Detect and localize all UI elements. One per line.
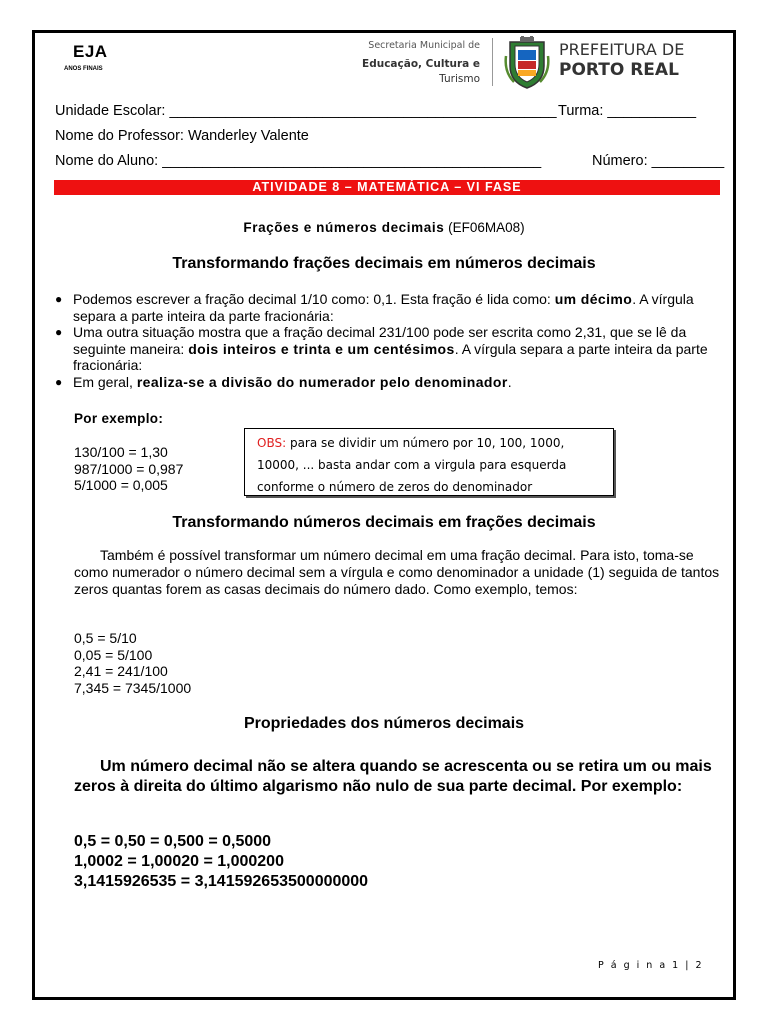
obs-line: 10000, ... basta andar com a virgula para esquerda <box>257 458 567 472</box>
example-line: 5/1000 = 0,005 <box>74 477 168 493</box>
example-line: 2,41 = 241/100 <box>74 663 168 679</box>
prefeitura-line-1: PREFEITURA DE <box>559 40 685 59</box>
example-label: Por exemplo: <box>74 411 164 426</box>
bullet-text: Em geral, realiza-se a divisão do numerador pelo denominador. <box>73 373 512 390</box>
example-line: 987/1000 = 0,987 <box>74 460 184 477</box>
professor-field: Nome do Professor: Wanderley Valente <box>55 128 309 144</box>
secretaria-line-1: Secretaria Municipal de <box>368 40 480 51</box>
subject-line <box>0 220 768 235</box>
subject-title: Frações e números decimais <box>243 220 445 235</box>
fraction-examples <box>74 444 183 494</box>
bullet-dot-icon: ● <box>55 292 63 306</box>
obs-label: OBS: <box>257 436 287 450</box>
subject-code: (EF06MA08) <box>448 220 525 235</box>
header-divider <box>492 38 493 86</box>
bullet-text: Uma outra situação mostra que a fração decimal 231/100 pode ser escrita como 2,31, que se lê da seguinte maneira: dois inteiros e trinta e um centésimos. A vírgula separa a parte inteira da parte fracionária: <box>73 324 708 373</box>
numero-field: Número: _________ <box>592 153 725 169</box>
coat-of-arms-icon <box>504 36 550 90</box>
aluno-field: Nome do Aluno: _______________________________________________ <box>55 153 542 169</box>
obs-line: OBS: para se dividir um número por 10, 100, 1000, <box>257 436 565 450</box>
example-line: 1,0002 = 1,00020 = 1,000200 <box>74 853 284 870</box>
example-line: 130/100 = 1,30 <box>74 444 168 460</box>
example-line: 7,345 = 7345/1000 <box>74 679 192 696</box>
bullet-item <box>55 374 725 391</box>
page-number: P á g i n a 1 | 2 <box>598 960 704 971</box>
example-line: 3,1415926535 = 3,141592653500000000 <box>74 873 369 890</box>
section-2-paragraph: Também é possível transformar um número decimal em uma fração decimal. Para isto, toma-se como numerador o número decimal sem a vírgula e como denominador a unidade (1) seguida de tantos zeros quantas forem as casas decimais do número dado. Como exemplo, temos: <box>74 547 720 597</box>
bullet-dot-icon: ● <box>55 374 63 389</box>
equivalence-examples <box>74 832 368 892</box>
bullet-item <box>55 324 725 374</box>
activity-banner <box>54 180 720 195</box>
bullet-item <box>55 291 725 324</box>
example-line: 0,05 = 5/100 <box>74 646 153 663</box>
bullet-text: Podemos escrever a fração decimal 1/10 como: 0,1. Esta fração é lida como: um décimo. A vírgula separa a parte inteira da parte fracionária: <box>73 291 694 324</box>
bullet-dot-icon: ● <box>55 325 63 339</box>
section-1-heading: Transformando frações decimais em números decimais <box>172 255 596 272</box>
example-line: 0,5 = 5/10 <box>74 630 137 646</box>
section-2-heading: Transformando números decimais em frações decimais <box>172 514 596 531</box>
example-line: 0,5 = 0,50 = 0,500 = 0,5000 <box>74 833 272 850</box>
decimal-examples <box>74 630 191 696</box>
prefeitura-line-2: PORTO REAL <box>559 60 679 80</box>
section-3-paragraph: Um número decimal não se altera quando se acrescenta ou se retira um ou mais zeros à direita do último algarismo não nulo de sua parte decimal. Por exemplo: <box>74 758 712 795</box>
secretaria-line-3: Turismo <box>439 73 480 85</box>
activity-banner-text: ATIVIDADE 8 – MATEMÁTICA – VI FASE <box>252 180 522 194</box>
secretaria-line-2: Educação, Cultura e <box>362 58 480 70</box>
eja-logo-subtitle: ANOS FINAIS <box>64 66 103 72</box>
eja-logo-title: EJA <box>73 42 108 61</box>
obs-note-box <box>244 428 614 496</box>
obs-line: conforme o número de zeros do denominador <box>257 480 533 494</box>
unidade-escolar-field: Unidade Escolar: ________________________________________________ <box>55 103 557 119</box>
section-3-heading: Propriedades dos números decimais <box>243 715 525 732</box>
bullet-list <box>55 291 725 390</box>
turma-field: Turma: ___________ <box>558 103 697 119</box>
